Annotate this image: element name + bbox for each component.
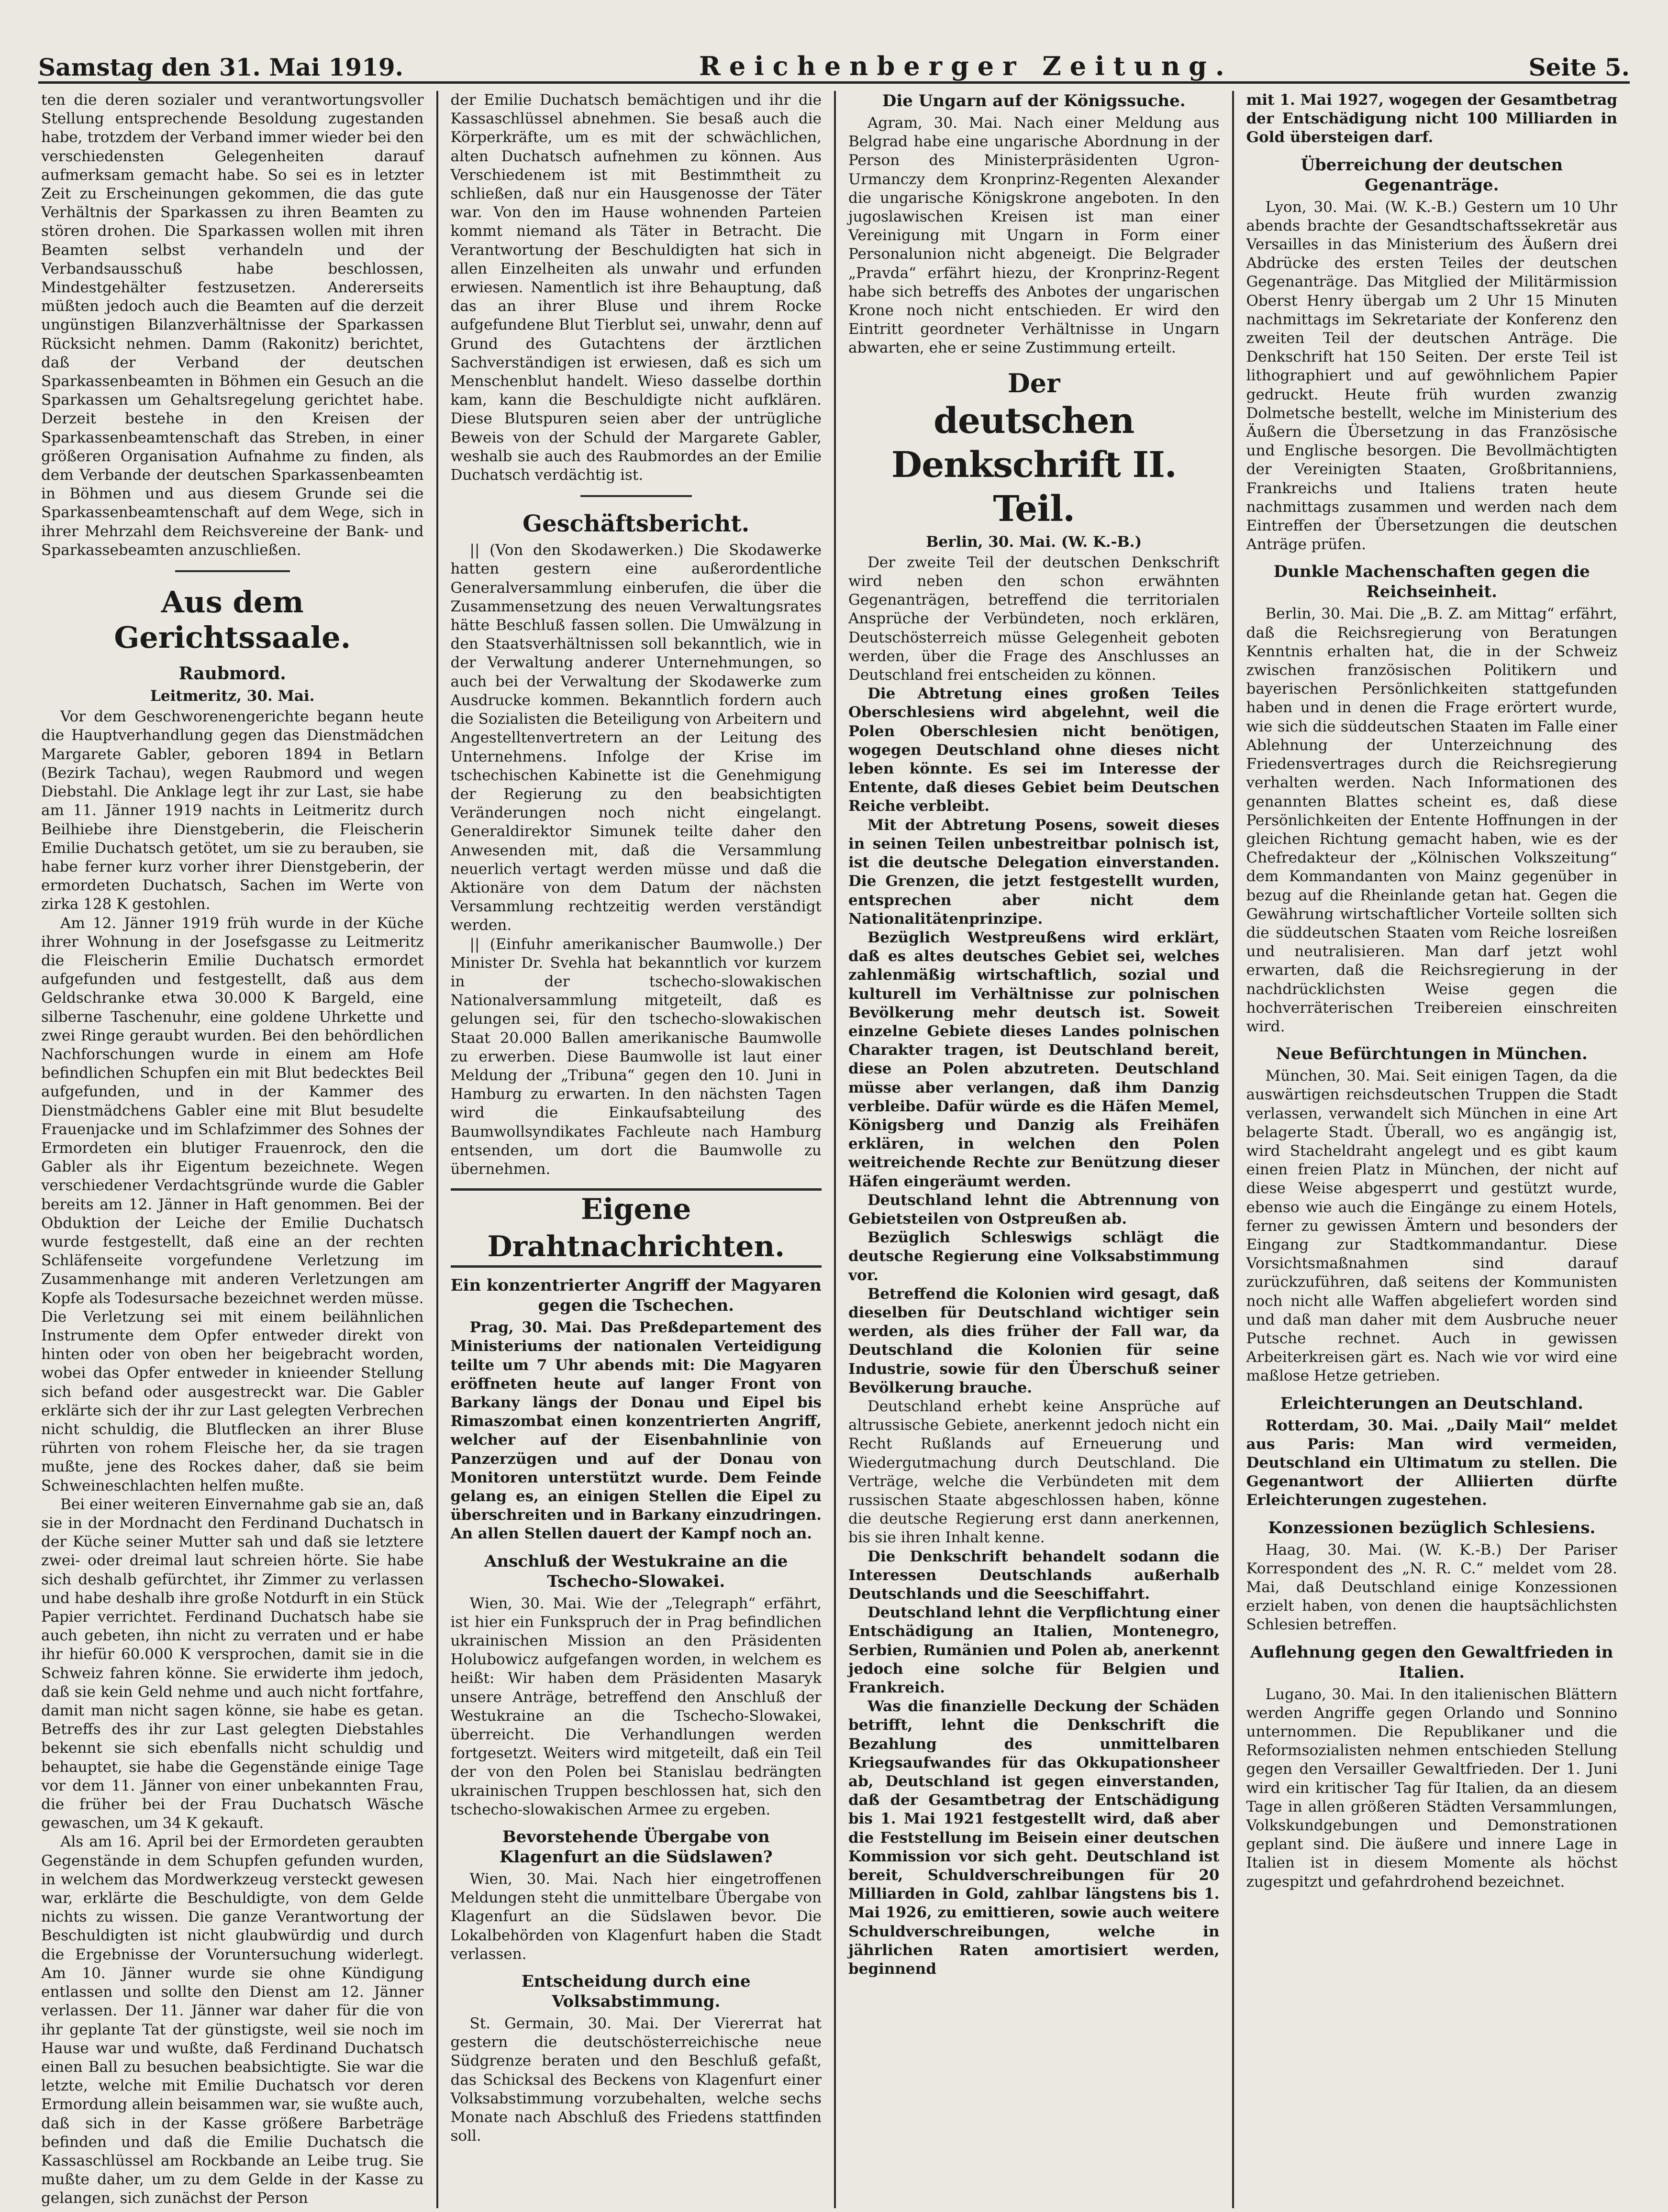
article-heading: Konzessionen bezüglich Schlesiens. xyxy=(1268,1518,1596,1537)
paragraph: Vor dem Geschworenengerichte begann heute die Hauptverhandlung gegen das Dienstmädchen Margarete Gabler, geboren 1894 in Betlarn (Bezirk Tachau), wegen Raubmord und wegen Diebstahl. Die Anklage legt ihr zur Last, sie habe am 11. Jänner 1919 nachts in Leitmeritz durch Beilhiebe ihre Dienstgeberin, die Fleischerin Emilie Duchatsch getötet, um sie zu berauben, sie habe ferner kurz vorher ihrer Dienstgeberin, der ermordeten Duchatsch, Sachen im Werte von zirka 128 K gestohlen. xyxy=(41,708,424,913)
article-heading: Bevorstehende Übergabe von Klagenfurt an die Südslawen? xyxy=(499,1827,773,1867)
paragraph: Die Abtretung eines großen Teiles Oberschlesiens wird abgelehnt, weil die Polen Oberschlesien nicht benötigen, wogegen Deutschland ohne dieses nicht leben könnte. Es sei im Interesse der Entente, daß dieses Gebiet beim Deutschen Reiche verbleibt. xyxy=(848,685,1220,815)
columns xyxy=(38,91,1630,2207)
paragraph: Lugano, 30. Mai. In den italienischen Blättern werden Angriffe gegen Orlando und Sonnino unternommen. Die Republikaner und die Reformsozialisten nehmen entschieden Stellung gegen den Versailler Gewaltfrieden. Der 1. Juni wird ein kritischer Tag für Italien, da an diesem Tage in allen größeren Städten Versammlungen, Volkskundgebungen und Demonstrationen geplant sind. Die äußere und innere Lage in Italien ist in diesem Momente als höchst zugespitzt und gefahrdrohend bezeichnet. xyxy=(1246,1685,1617,1891)
article-heading-raubmord: Raubmord. xyxy=(178,664,286,684)
paragraph: Agram, 30. Mai. Nach einer Meldung aus Belgrad habe eine ungarische Abordnung in der Person des Ministerpräsidenten Ugron-Urmanczy dem Kronprinz-Regenten Alexander die ungarische Königskrone angeboten. In den jugoslawischen Kreisen ist man einer Vereinigung mit Ungarn in Form einer Personalunion nicht abgeneigt. Die Belgrader „Pravda“ erfährt hiezu, der Kronprinz-Regent habe sich betreffs des Anbotes der ungarischen Krone noch nicht entschieden. Er wird den Eintritt geordneter Verhältnisse in Ungarn abwarten, ehe er seine Zustimmung erteilt. xyxy=(848,114,1220,357)
headline-der: Der xyxy=(1007,367,1060,398)
paragraph: Bezüglich Schleswigs schlägt die deutsche Regierung eine Volksabstimmung vor. xyxy=(848,1229,1220,1284)
page-number: Seite 5. xyxy=(1528,53,1630,81)
article-heading: Überreichung der deutschen Gegenanträge. xyxy=(1301,155,1563,195)
article-heading: Anschluß der Westukraine an die Tschecho-Slowakei. xyxy=(484,1551,788,1591)
column-2 xyxy=(436,91,834,2208)
paragraph: Deutschland lehnt die Verpflichtung einer Entschädigung an Italien, Montenegro, Serbien, Rumänien und Polen ab, anerkennt jedoch eine solche für Belgien und Frankreich. xyxy=(848,1604,1220,1697)
article-heading: Erleichterungen an Deutschland. xyxy=(1280,1394,1583,1413)
section-heading-geschaeftsbericht: Geschäftsbericht. xyxy=(523,510,750,538)
paragraph: Berlin, 30. Mai. Die „B. Z. am Mittag“ erfährt, daß die Reichsregierung von Beratungen Kenntnis erhalten hat, die in der Schweiz zwischen französischen Politikern und bayerischen Persönlichkeiten stattgefunden haben und in denen die Frage erörtert wurde, wie sich die süddeutschen Staaten im Falle einer Ablehnung der Unterzeichnung des Friedensvertrages durch die Reichsregierung verhalten werden. Nach Informationen des genannten Blattes scheint es, daß diese Persönlichkeiten der Entente Hoffnungen in der gleichen Richtung gemacht haben, wie es der Chefredakteur der „Kölnischen Volkszeitung“ dem Kommandanten von Mainz gegenüber in bezug auf die Rheinlande getan hat. Gegen die Gewährung wirtschaftlicher Vorteile sollten sich die süddeutschen Staaten vom Reiche losreißen und neutralisieren. Man darf jetzt wohl erwarten, daß die Reichsregierung in der nachdrücklichsten Weise gegen die hochverräterischen Treibereien einschreiten wird. xyxy=(1246,605,1617,1035)
header-date: Samstag den 31. Mai 1919. xyxy=(38,53,404,81)
paragraph: München, 30. Mai. Seit einigen Tagen, da die auswärtigen reichsdeutschen Truppen die Stadt verlassen, verwandelt sich München in eine Art belagerte Stadt. Überall, wo es angängig ist, wird Stacheldraht angelegt und es gibt kaum einen freien Platz in München, der nicht auf diese Weise abgesperrt und gestützt wurde, ebenso wie auch die Eingänge zu einem Hotels, ferner zu gewissen Ämtern und besonders der Eingang zur Stadtkommandantur. Diese Vorsichtsmaßnahmen sind darauf zurückzuführen, daß seitens der Kommunisten noch nicht alle Waffen abgeliefert worden sind und daß man daher mit dem Ausbruche neuer Putsche rechnet. Auch in gewissen Arbeiterkreisen gärt es. Nach wie vor wird eine maßlose Hetze getrieben. xyxy=(1246,1067,1617,1385)
article-sparkassen-text: ten die deren sozialer und verantwortungsvoller Stellung entsprechende Besoldung zugestanden habe, trotzdem der Verband immer wieder bei den verschiedensten Gelegenheiten darauf aufmerksam gemacht habe. So sei es in letzter Zeit zu Erscheinungen gekommen, die das gute Verhältnis der Sparkassen zu ihren Beamten zu stören drohen. Die Sparkassen wollen mit ihren Beamten selbst verhandeln und der Verbandsausschuß habe beschlossen, Mindestgehälter festzusetzen. Andererseits müßten jedoch auch die Beamten auf die derzeit ungünstigen Bilanzverhältnisse der Sparkassen Rücksicht nehmen. Damm (Rakonitz) berichtet, daß der Verband der deutschen Sparkassenbeamten in Böhmen ein Gesuch an die Sparkassen um Gehaltsregelung gerichtet habe. Derzeit bestehe in den Kreisen der Sparkassenbeamtenschaft das Streben, in einer größeren Organisation Aufnahme zu finden, als dem Verbande der deutschen Sparkassenbeamten in Böhmen und aus diesem Grunde sei die Sparkassenbeamtenschaft auf dem Wege, sich in ihrer Mehrzahl dem Reichsvereine der Bank- und Sparkassebeamten anzuschließen. xyxy=(41,91,424,559)
paragraph: St. Germain, 30. Mai. Der Viererrat hat gestern die deutschösterreichische neue Südgrenze beraten und den Beschluß gefaßt, das Schicksal des Beckens von Klagenfurt einer Volksabstimmung vorzubehalten, welche sechs Monate nach Abschluß des Friedens stattfinden soll. xyxy=(450,2015,822,2145)
paragraph: Die Denkschrift behandelt sodann die Interessen Deutschlands außerhalb Deutschlands und die Seeschiffahrt. xyxy=(848,1548,1220,1603)
paragraph: Der zweite Teil der deutschen Denkschrift wird neben den schon erwähnten Gegenanträgen, betreffend die territorialen Ansprüche der Verbündeten, noch erklären, Deutschösterreich müsse Gelegenheit geboten werden, über die Frage des Anschlusses an Deutschland frei entscheiden zu können. xyxy=(848,553,1220,684)
paragraph: Bezüglich Westpreußens wird erklärt, daß es altes deutsches Gebiet sei, welches zahlenmäßig wirtschaftlich, sozial und kulturell im Verhältnisse zur polnischen Bevölkerung mehr deutsch ist. Soweit einzelne Gebiete dieses Landes polnischen Charakter tragen, ist Deutschland bereit, diese an Polen abzutreten. Deutschland müsse aber verlangen, daß ihm Danzig verbleibe. Dafür würde es die Häfen Memel, Königsberg und Danzig als Freihäfen erklären, in welchen den Polen weitreichende Rechte zur Benützung dieser Häfen eingeräumt werden. xyxy=(848,929,1220,1190)
divider xyxy=(175,570,290,572)
paragraph: Am 12. Jänner 1919 früh wurde in der Küche ihrer Wohnung in der Josefsgasse zu Leitmeritz die Fleischerin Emilie Duchatsch ermordet aufgefunden und festgestellt, daß aus dem Geldschranke etwa 30.000 K Bargeld, eine silberne Taschenuhr, eine goldene Uhrkette und zwei Ringe geraubt wurden. Bei den behördlichen Nachforschungen wurde in einem am Hofe befindlichen Schupfen ein mit Blut bedecktes Beil aufgefunden, und in der Kammer des Dienstmädchens Gabler eine mit Blut besudelte Frauenjacke und im Schlafzimmer des Sohnes der Ermordeten ein blutiger Frauenrock, den die Gabler als ihr Eigentum bezeichnete. Wegen verschiedener Verdachtsgründe wurde die Gabler bereits am 12. Jänner in Haft genommen. Bei der Obduktion der Leiche der Emilie Duchatsch wurde festgestellt, daß eine an der rechten Schläfenseite vorgefundene Verletzung im Zusammenhange mit anderen Verletzungen am Kopfe als Todesursache bezeichnet werden müsse. Die Verletzung sei mit einem beilähnlichen Instrumente dem Opfer entweder direkt von hinten oder von oben her beigebracht worden, wobei das Opfer entweder in knieender Stellung sich befand oder ausgestreckt war. Die Gabler erklärte sich der ihr zur Last gelegten Verbrechen nicht schuldig, die Blutflecken an ihrer Bluse rührten von rohem Fleische her, da sie tragen mußte, jene des Rockes daher, daß sie beim Schweineschlachten helfen mußte. xyxy=(41,914,424,1494)
paragraph: Deutschland lehnt die Abtrennung von Gebietsteilen von Ostpreußen ab. xyxy=(848,1191,1220,1228)
paragraph: der Emilie Duchatsch bemächtigen und ihr die Kassaschlüssel abnehmen. Sie besaß auch die Körperkräfte, um es mit der schwächlichen, alten Duchatsch aufnehmen zu können. Aus Verschiedenem ist mit Bestimmtheit zu schließen, daß nur ein Hausgenosse der Täter war. Von den im Hause wohnenden Parteien kommt niemand als Täter in Betracht. Die Verantwortung der Beschuldigten hat sich in allen Einzelheiten als unwahr und erfunden erwiesen. Namentlich ist ihre Behauptung, daß das an ihrer Bluse und ihrem Rocke aufgefundene Blut Tierblut sei, unwahr, denn auf Grund des Gutachtens der ärztlichen Sachverständigen ist erwiesen, daß es sich um Menschenblut handelt. Wieso dasselbe dorthin kam, kann die Beschuldigte nicht aufklären. Diese Blutspuren seien aber der untrügliche Beweis von der Schuld der Margarete Gabler, weshalb sie auch des Raubmordes an der Emilie Duchatsch verdächtig ist. xyxy=(450,91,822,484)
paragraph: Rotterdam, 30. Mai. „Daily Mail“ meldet aus Paris: Man wird vermeiden, Deutschland ein Ultimatum zu stellen. Die Gegenantwort der Alliierten dürfte Erleichterungen zugestehen. xyxy=(1246,1416,1617,1509)
article-heading: Entscheidung durch eine Volksabstimmung. xyxy=(521,1972,751,2012)
paragraph: || (Einfuhr amerikanischer Baumwolle.) Der Minister Dr. Svehla hat bekanntlich vor kurzem in der tschecho-slowakischen Nationalversammlung mitgeteilt, daß es gelungen sei, für den tschecho-slowakischen Staat 20.000 Ballen amerikanische Baumwolle zu erwerben. Diese Baumwolle ist laut einer Meldung der „Tribuna“ gegen den 10. Juni in Hamburg zu erwarten. In den nächsten Tagen wird die Einkaufsabteilung des Baumwollsyndikates Fachleute nach Hamburg entsenden, um dort die Baumwolle zu übernehmen. xyxy=(450,935,822,1178)
paragraph: Lyon, 30. Mai. (W. K.-B.) Gestern um 10 Uhr abends brachte der Gesandtschaftssekretär aus Versailles in das Ministerium des Äußern drei Abdrücke des ersten Teiles der deutschen Gegenanträge. Das Mitglied der Militärmission Oberst Henry übergab um 2 Uhr 15 Minuten nachmittags im Sekretariate der Konferenz den zweiten Teil der deutschen Anträge. Die Denkschrift hat 150 Seiten. Der erste Teil ist lithographiert und auf gewöhnlichem Papier gedruckt. Heute früh wurden zwanzig Dolmetsche bestellt, welche im Ministerium des Äußern die Übersetzung in das Französische und Englische besorgen. Die Bevollmächtigten der Vereinigten Staaten, Großbritanniens, Frankreichs und Italiens traten heute nachmittags zusammen und werden nach dem Eintreffen der Übersetzungen die deutschen Anträge prüfen. xyxy=(1246,198,1617,553)
paragraph: Haag, 30. Mai. (W. K.-B.) Der Pariser Korrespondent des „N. R. C.“ meldet vom 28. Mai, daß Deutschland einige Konzessionen erzielt haben, von denen die hauptsächlichsten Schlesien betreffen. xyxy=(1246,1541,1617,1634)
section-heading-drahtnachrichten: Eigene Drahtnachrichten. xyxy=(451,1188,822,1268)
divider xyxy=(580,495,692,497)
paragraph: || (Von den Skodawerken.) Die Skodawerke hatten gestern eine außerordentliche Generalversammlung einberufen, die über die Zusammensetzung des neuen Verwaltungsrates hätte Beschluß fassen sollen. Die Umwälzung in den Staatsverhältnissen soll bekanntlich, wie in der Verwaltung anderer Unternehmungen, so auch bei der Verwaltung der Skodawerke zum Ausdrucke kommen. Bekanntlich fordern auch die Sozialisten die Beteiligung von Arbeitern und Angestelltenvertretern an der Leitung des Unternehmens. Infolge der Krise im tschechischen Kabinette ist die Genehmigung der Regierung zu den beabsichtigten Veränderungen noch nicht eingelangt. Generaldirektor Simunek teilte daher den Anwesenden mit, daß die Versammlung neuerlich vertagt werden müsse und daß die Aktionäre von dem Datum der nächsten Versammlung rechtzeitig werden verständigt werden. xyxy=(450,542,822,934)
headline-denkschrift: deutschen Denkschrift II. Teil. xyxy=(891,400,1177,530)
article-heading: Ein konzentrierter Angriff der Magyaren gegen die Tschechen. xyxy=(450,1276,822,1316)
column-4 xyxy=(1232,91,1630,2208)
dateline: Leitmeritz, 30. Mai. xyxy=(150,687,315,705)
paragraph: Wien, 30. Mai. Wie der „Telegraph“ erfährt, ist hier ein Funkspruch der in Prag befindlichen ukrainischen Mission an den Präsidenten Holubowicz aufgefangen worden, in welchem es heißt: Wir haben dem Präsidenten Masaryk unsere Anträge, betreffend den Anschluß der Westukraine an die Tschecho-Slowakei, überreicht. Die Verhandlungen werden fortgesetzt. Weiters wird mitgeteilt, daß ein Teil der von den Polen bei Stanislau bedrängten ukrainischen Truppen beschlossen hat, sich den tschecho-slowakischen Armee zu ergeben. xyxy=(450,1594,822,1818)
paragraph: Bei einer weiteren Einvernahme gab sie an, daß sie in der Mordnacht den Ferdinand Duchatsch in der Küche seiner Mutter sah und daß sie letztere zwei- oder dreimal laut schreien hörte. Sie habe sich deshalb gefürchtet, ihr Zimmer zu verlassen und habe deshalb ihre große Notdurft in ein Stück Papier verrichtet. Ferdinand Duchatsch habe sie auch gebeten, ihn nicht zu verraten und er habe ihr hiefür 60.000 K versprochen, damit sie in die Schweiz fahren könne. Sie erwiderte ihm jedoch, daß sie kein Geld nehme und auch nicht fortfahre, damit man nicht sagen könne, sie habe es getan. Betreffs des ihr zur Last gelegten Diebstahles bekennt sie sich ebenfalls nicht schuldig und behauptet, sie habe die Gegenstände einige Tage vor dem 11. Jänner von einer unbekannten Frau, die früher bei der Frau Duchatsch Wäsche gewaschen, um 34 K gekauft. xyxy=(41,1495,424,1832)
paragraph: mit 1. Mai 1927, wogegen der Gesamtbetrag der Entschädigung nicht 100 Milliarden in Gold übersteigen darf. xyxy=(1246,91,1617,146)
column-1 xyxy=(38,91,436,2208)
newspaper-title: Reichenberger Zeitung. xyxy=(699,51,1233,81)
paragraph: Betreffend die Kolonien wird gesagt, daß dieselben für Deutschland wichtiger sein werden, als dies früher der Fall war, da Deutschland die Kolonien für seine Industrie, sowie für den Überschuß seiner Bevölkerung brauche. xyxy=(848,1285,1220,1396)
article-heading: Dunkle Machenschaften gegen die Reichseinheit. xyxy=(1273,562,1590,602)
column-3 xyxy=(834,91,1232,2208)
paragraph: Was die finanzielle Deckung der Schäden betrifft, lehnt die Denkschrift die Bezahlung des unmittelbaren Kriegsaufwandes für das Okkupationsheer ab, Deutschland ist gegen einverstanden, daß der Gesamtbetrag der Entschädigung bis 1. Mai 1921 festgestellt wird, daß aber die Feststellung im Beisein einer deutschen Kommission vor sich geht. Deutschland ist bereit, Schuldverschreibungen für 20 Milliarden in Gold, zahlbar längstens bis 1. Mai 1926, zu emittieren, sowie auch weitere Schuldverschreibungen, welche in jährlichen Raten amortisiert werden, beginnend xyxy=(848,1698,1220,1978)
paragraph: Wien, 30. Mai. Nach hier eingetroffenen Meldungen steht die unmittelbare Übergabe von Klagenfurt an die Südslawen bevor. Die Lokalbehörden von Klagenfurt haben die Stadt verlassen. xyxy=(450,1870,822,1963)
section-heading-gerichtssaale: Aus dem Gerichtssaale. xyxy=(114,585,351,655)
dateline: Berlin, 30. Mai. (W. K.-B.) xyxy=(926,533,1142,551)
paragraph: Als am 16. April bei der Ermordeten geraubten Gegenstände in dem Schupfen gefunden wurden, in welchem das Mordwerkzeug versteckt gewesen war, erklärte die Beschuldigte, von dem Gelde nichts zu wissen. Die ganze Verantwortung der Beschuldigten ist nicht glaubwürdig und durch die Ergebnisse der Voruntersuchung widerlegt. Am 10. Jänner wurde sie ohne Kündigung entlassen und sollte den Dienst am 12. Jänner verlassen. Der 11. Jänner war daher für die von ihr geplante Tat der günstigste, weil sie noch im Hause war und wußte, daß Ferdinand Duchatsch einen Ball zu besuchen beabsichtigte. Sie war die letzte, welche mit Emilie Duchatsch vor deren Ermordung allein beisammen war, sie wußte auch, daß sich in der Kasse größere Barbeträge befinden und daß die Emilie Duchatsch die Kassaschlüssel am Rockbande an Leibe trug. Sie mußte daher, um zu dem Gelde in der Kasse zu gelangen, sich zunächst der Person xyxy=(41,1833,424,2207)
page-header xyxy=(38,33,1630,84)
paragraph: Mit der Abtretung Posens, soweit dieses in seinen Teilen unbestreitbar polnisch ist, ist die deutsche Delegation einverstanden. Die Grenzen, die jetzt festgestellt wurden, entsprechen aber nicht dem Nationalitätenprinzipe. xyxy=(848,816,1220,928)
paragraph: Prag, 30. Mai. Das Preßdepartement des Ministeriums der nationalen Verteidigung teilte um 7 Uhr abends mit: Die Magyaren eröffneten heute auf langer Front von Barkany längs der Donau und Eipel bis Rimaszombat einen konzentrierten Angriff, welcher auf der Eisenbahnlinie von Panzerzügen und auf der Donau von Monitoren unterstützt wurde. Dem Feinde gelang es, an einigen Stellen die Eipel zu überschreiten und in Barkany einzudringen. An allen Stellen dauert der Kampf noch an. xyxy=(450,1319,822,1543)
article-heading: Neue Befürchtungen in München. xyxy=(1276,1044,1588,1064)
paragraph: Deutschland erhebt keine Ansprüche auf altrussische Gebiete, anerkennt jedoch nicht ein Recht Rußlands auf Erneuerung und Wiedergutmachung durch Deutschland. Die Verträge, welche die Verbündeten mit dem russischen Staate abgeschlossen haben, könne die deutsche Regierung erst dann anerkennen, bis sie ihren Inhalt kenne. xyxy=(848,1397,1220,1547)
article-heading: Die Ungarn auf der Königssuche. xyxy=(882,91,1186,111)
article-heading: Auflehnung gegen den Gewaltfrieden in Italien. xyxy=(1250,1642,1613,1682)
